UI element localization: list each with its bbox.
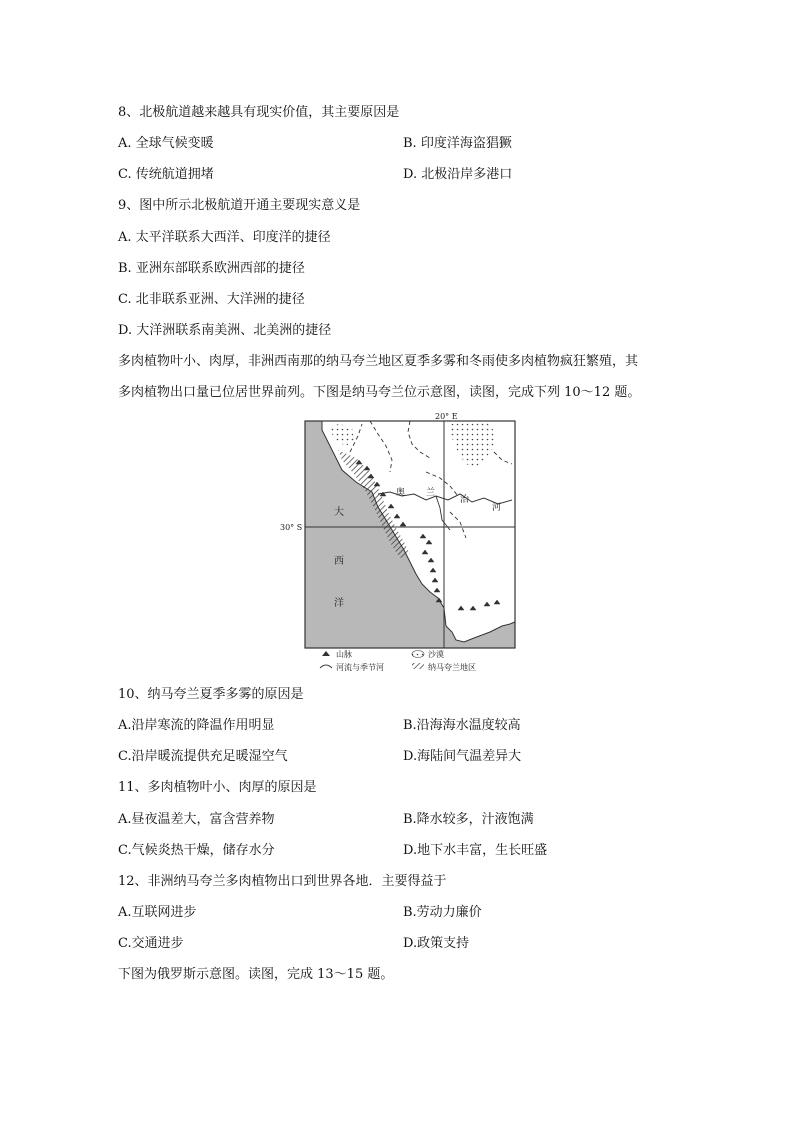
intro-10-12-line2: 多肉植物出口量已位居世界前列。下图是纳马夸兰位示意图，读图，完成下列 10～12 题。 xyxy=(118,385,641,400)
legend-mountain-label: 山脉 xyxy=(336,650,352,659)
intro-13-15: 下图为俄罗斯示意图。读图，完成 13～15 题。 xyxy=(118,967,394,982)
q8-option-c: C. 传统航道拥堵 xyxy=(118,167,214,182)
map-ocean-char-1: 大 xyxy=(334,507,344,518)
legend-desert-label: 沙漠 xyxy=(428,650,444,659)
q9-option-c: C. 北非联系亚洲、大洋洲的捷径 xyxy=(118,292,305,307)
map-legend xyxy=(320,649,476,672)
legend-namaqualand-label: 纳马夸兰地区 xyxy=(428,663,476,672)
q11-option-b: B.降水较多，汁液饱满 xyxy=(403,812,534,827)
q10-stem: 10、纳马夸兰夏季多雾的原因是 xyxy=(118,687,304,702)
q12-option-b: B.劳动力廉价 xyxy=(403,905,482,920)
q12-option-c: C.交通进步 xyxy=(118,936,184,951)
map-river-char-2: 兰 xyxy=(426,488,436,498)
q11-option-a: A.昼夜温差大，富含营养物 xyxy=(118,812,275,827)
q12-stem: 12、非洲纳马夸兰多肉植物出口到世界各地．主要得益于 xyxy=(118,874,447,889)
legend-namaqualand-icon xyxy=(412,663,424,669)
q9-option-d: D. 大洋洲联系南美洲、北美洲的捷径 xyxy=(118,323,332,338)
q11-option-d: D.地下水丰富，生长旺盛 xyxy=(403,843,548,858)
legend-desert-icon xyxy=(412,651,424,658)
q8-option-d: D. 北极沿岸多港口 xyxy=(403,167,513,182)
q8-option-b: B. 印度洋海盗猖獗 xyxy=(403,136,512,151)
q12-option-d: D.政策支持 xyxy=(403,936,470,951)
map-lat-label: 30° S xyxy=(280,523,303,532)
map-ocean-char-3: 洋 xyxy=(334,598,344,609)
q8-option-a: A. 全球气候变暖 xyxy=(118,136,214,151)
q10-option-d: D.海陆间气温差异大 xyxy=(403,749,522,764)
q9-option-a: A. 太平洋联系大西洋、印度洋的捷径 xyxy=(118,230,331,245)
q8-stem: 8、北极航道越来越具有现实价值，其主要原因是 xyxy=(118,105,400,120)
q11-stem: 11、多肉植物叶小、肉厚的原因是 xyxy=(118,780,317,795)
map-lon-label: 20° E xyxy=(435,412,458,421)
intro-10-12-line1: 多肉植物叶小、肉厚，非洲西南那的纳马夸兰地区夏季多雾和冬雨使多肉植物疯狂繁殖，其 xyxy=(118,354,639,369)
legend-mountain-icon xyxy=(322,651,330,656)
q11-option-c: C.气候炎热干燥，储存水分 xyxy=(118,843,275,858)
legend-river-icon xyxy=(320,665,332,668)
namaqualand-map xyxy=(280,412,520,674)
q10-option-a: A.沿岸寒流的降温作用明显 xyxy=(118,718,275,733)
q10-option-c: C.沿岸暖流提供充足暖湿空气 xyxy=(118,749,288,764)
legend-river-label: 河流与季节河 xyxy=(336,663,384,672)
q12-option-a: A.互联网进步 xyxy=(118,905,197,920)
q9-option-b: B. 亚洲东部联系欧洲西部的捷径 xyxy=(118,261,305,276)
q10-option-b: B.沿海海水温度较高 xyxy=(403,718,521,733)
map-river-char-1: 奥 xyxy=(396,488,406,498)
q9-stem: 9、图中所示北极航道开通主要现实意义是 xyxy=(118,198,361,213)
map-river-char-3: 治 xyxy=(460,495,470,505)
map-ocean-char-2: 西 xyxy=(334,556,344,567)
map-river-char-4: 河 xyxy=(492,503,502,513)
